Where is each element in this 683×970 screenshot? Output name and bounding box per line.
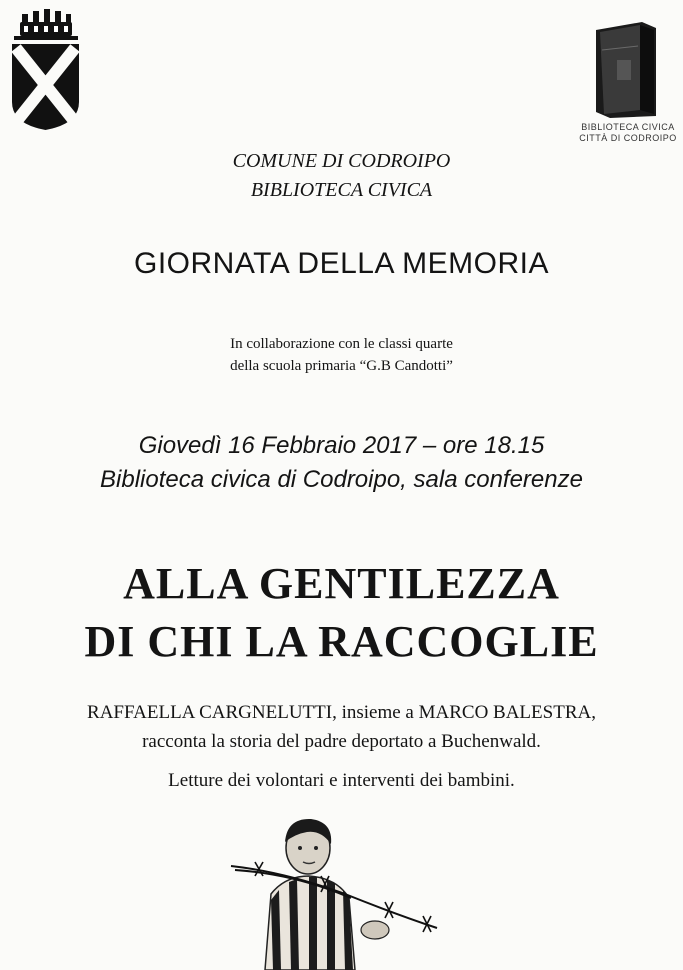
description-line-2: racconta la storia del padre deportato a Buchenwald. [142, 731, 541, 752]
child-barbed-wire-illustration [225, 810, 450, 970]
header-municipality: COMUNE DI CODROIPO [232, 150, 451, 172]
library-logo-line1: BIBLIOTECA CIVICA [581, 122, 675, 132]
library-logo-line2: CITTÀ DI CODROIPO [579, 133, 677, 143]
collaboration-line-1: In collaborazione con le classi quarte [230, 336, 453, 352]
event-date-time: Giovedì 16 Febbraio 2017 – ore 18.15 [138, 432, 545, 459]
event-name: GIORNATA DELLA MEMORIA [134, 247, 549, 280]
library-book-logo [590, 20, 660, 120]
municipal-crest-logo [8, 4, 83, 134]
main-title-line-1: ALLA GENTILEZZA [123, 559, 560, 608]
event-location: Biblioteca civica di Codroipo, sala conferenze [100, 466, 583, 493]
description-line-1: RAFFAELLA CARGNELUTTI, insieme a MARCO BALESTRA, [87, 702, 596, 723]
description-line-3: Letture dei volontari e interventi dei bambini. [168, 770, 515, 791]
library-logo-label [576, 122, 680, 144]
header-library: BIBLIOTECA CIVICA [250, 179, 433, 201]
main-title-line-2: DI CHI LA RACCOGLIE [84, 617, 599, 666]
collaboration-line-2: della scuola primaria “G.B Candotti” [230, 358, 453, 374]
